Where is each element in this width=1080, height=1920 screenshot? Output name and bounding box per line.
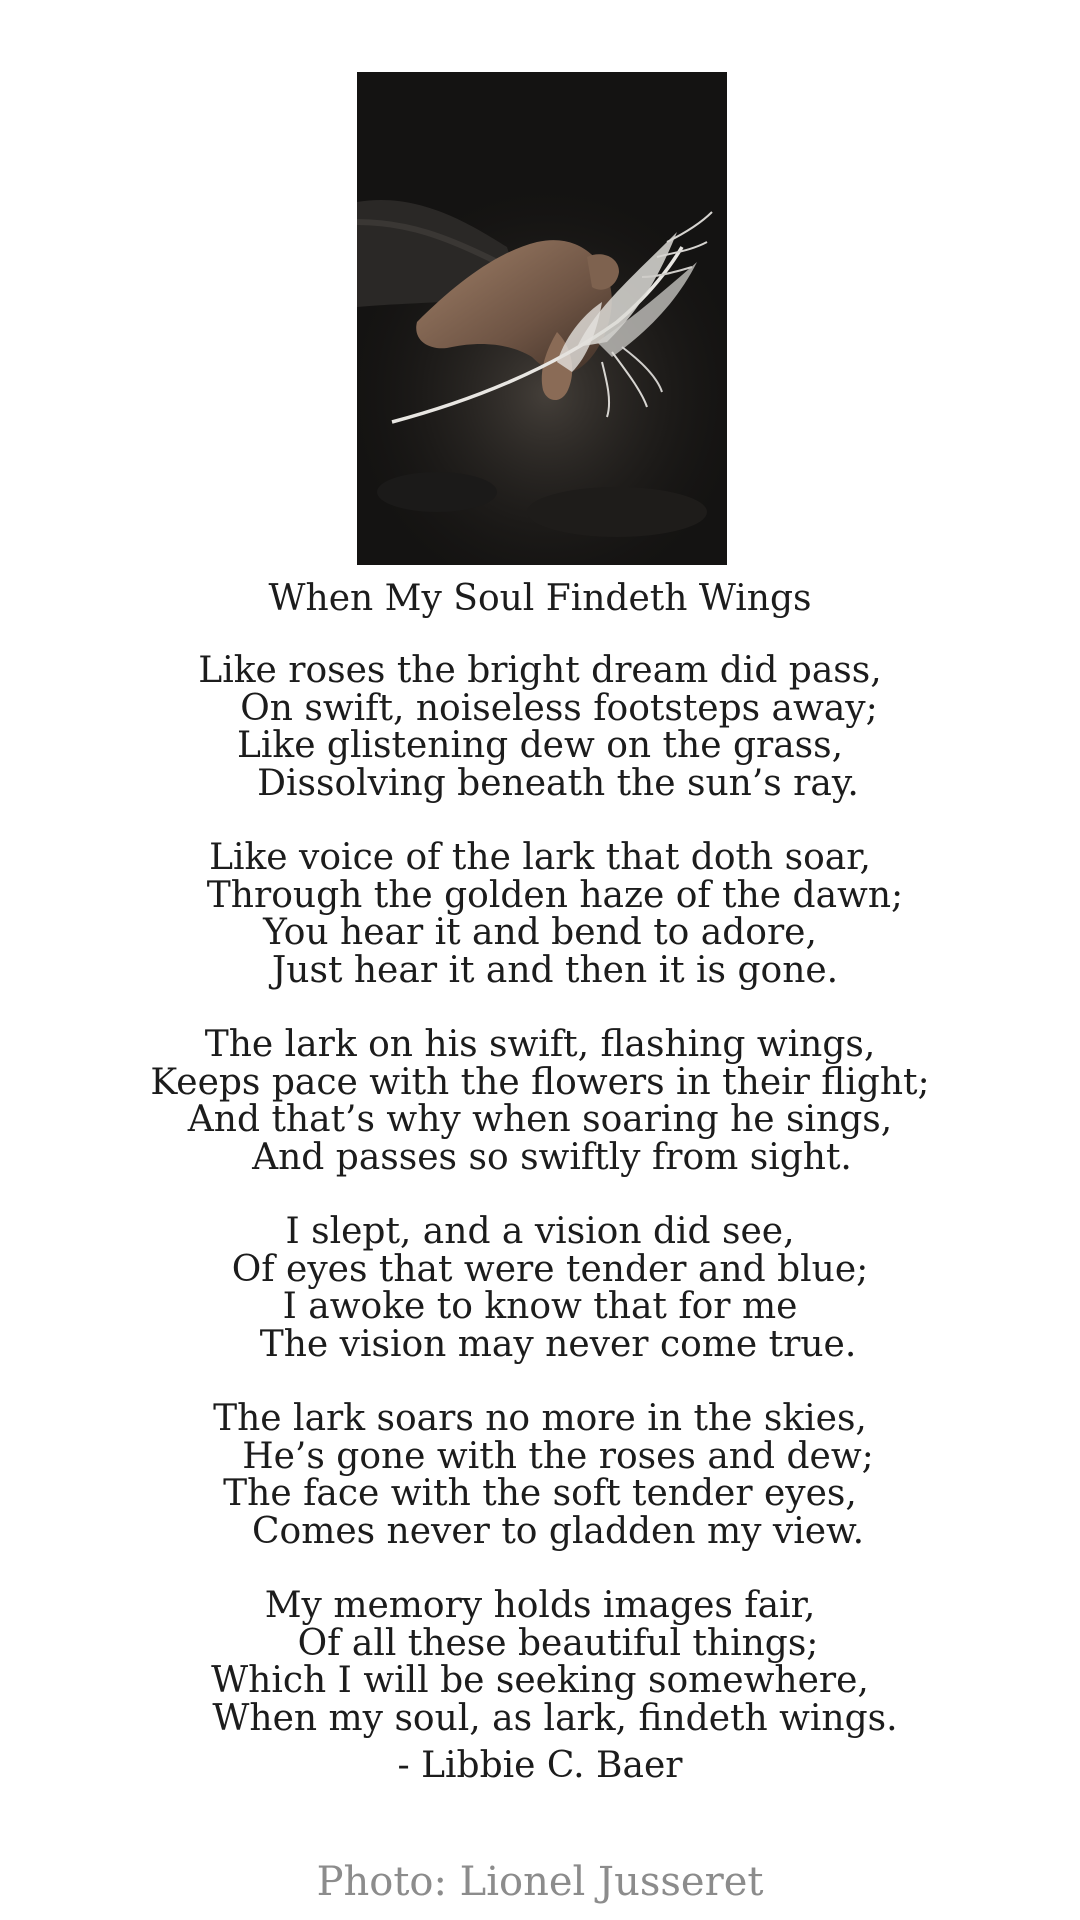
poem-line: Just hear it and then it is gone. (271, 949, 839, 991)
poem-line: You hear it and bend to adore, (263, 912, 817, 953)
poem-line: The vision may never come true. (259, 1323, 857, 1365)
poem-line: And that’s why when soaring he sings, (187, 1099, 893, 1140)
feather-in-hand-icon (357, 72, 727, 565)
poem-line: And passes so swiftly from sight. (252, 1136, 852, 1178)
poem-title: When My Soul Findeth Wings (268, 578, 812, 619)
poem-line: My memory holds images fair, (264, 1585, 816, 1626)
poem-line: Like glistening dew on the grass, (236, 725, 844, 766)
stanza (0, 1213, 1080, 1363)
poem-line: The face with the soft tender eyes, (223, 1473, 857, 1514)
stanza (0, 1026, 1080, 1176)
poem-line: Comes never to gladden my view. (251, 1510, 865, 1552)
poem-line: He’s gone with the roses and dew; (242, 1435, 874, 1477)
stanza (0, 1400, 1080, 1550)
poem-line: Of eyes that were tender and blue; (231, 1248, 869, 1290)
poem-line: When my soul, as lark, findeth wings. (212, 1697, 898, 1739)
stanza (0, 652, 1080, 802)
poem-line: Keeps pace with the flowers in their flight; (150, 1061, 930, 1103)
poem-line: On swift, noiseless footsteps away; (240, 687, 878, 729)
photo-credit: Photo: Lionel Jusseret (316, 1859, 764, 1905)
poem-line: Which I will be seeking somewhere, (211, 1660, 869, 1701)
poem-body (0, 652, 1080, 1737)
poem-line: Like roses the bright dream did pass, (198, 650, 882, 691)
poem-line: Through the golden haze of the dawn; (206, 874, 904, 916)
stanza (0, 1587, 1080, 1737)
poem-line: I slept, and a vision did see, (285, 1211, 795, 1252)
poem-line: The lark on his swift, flashing wings, (204, 1024, 876, 1065)
poem-line: Dissolving beneath the sun’s ray. (257, 762, 859, 804)
poem-line: Like voice of the lark that doth soar, (209, 837, 871, 878)
poem-line: Of all these beautiful things; (297, 1622, 819, 1664)
poem-author: - Libbie C. Baer (397, 1745, 683, 1786)
poem-line: The lark soars no more in the skies, (213, 1398, 867, 1439)
feather-in-hand-photo (357, 72, 727, 565)
stanza (0, 839, 1080, 989)
poem-line: I awoke to know that for me (282, 1286, 798, 1327)
